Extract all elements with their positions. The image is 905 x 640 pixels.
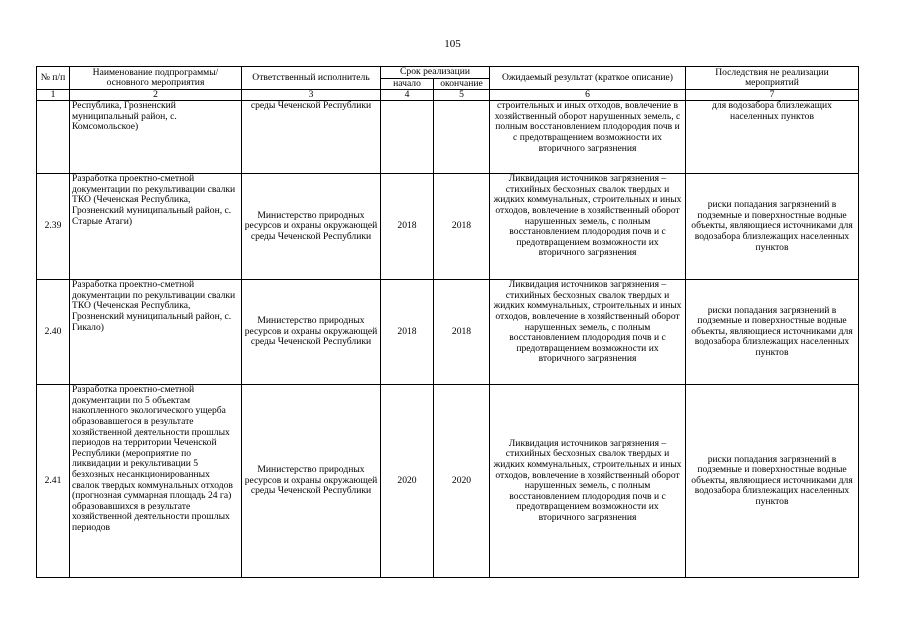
table-row: [37, 385, 859, 578]
header-name: Наименование подпрограммы/ основного мероприятия: [70, 67, 242, 90]
header-start: начало: [381, 78, 434, 90]
header-num: № п/п: [37, 67, 70, 90]
column-index: 1: [37, 90, 70, 101]
row-executor: среды Чеченской Республики: [242, 101, 381, 174]
row-consequences: для водозабора близлежащих населенных пунктов: [686, 101, 859, 174]
row-start: 2018: [381, 280, 434, 385]
row-number: 2.40: [37, 280, 70, 385]
column-index: 5: [434, 90, 490, 101]
column-index: 2: [70, 90, 242, 101]
column-index: 6: [490, 90, 686, 101]
row-end: [434, 101, 490, 174]
row-name: Разработка проектно-сметной документации по рекультивации свалки ТКО (Чеченская Республика, Грозненский муниципальный район, с. Гикало): [70, 280, 242, 385]
row-result: Ликвидация источников загрязнения – стихийных бесхозных свалок твердых и жидких коммунальных, строительных и иных отходов, вовлечение в хозяйственный оборот нарушенных земель, с полным восстановлением плодородия почв и с предотвращением возможности их вторичного загрязнения: [490, 385, 686, 578]
row-name: Разработка проектно-сметной документации по рекультивации свалки ТКО (Чеченская Республика, Грозненский муниципальный район, с. Старые Атаги): [70, 174, 242, 280]
row-number: 2.39: [37, 174, 70, 280]
header-executor: Ответственный исполнитель: [242, 67, 381, 90]
row-consequences: риски попадания загрязнений в подземные и поверхностные водные объекты, являющиеся источниками для водозабора близлежащих населенных пунктов: [686, 174, 859, 280]
row-executor: Министерство природных ресурсов и охраны окружающей среды Чеченской Республики: [242, 174, 381, 280]
row-start: 2020: [381, 385, 434, 578]
row-end: 2020: [434, 385, 490, 578]
row-result: Ликвидация источников загрязнения – стихийных бесхозных свалок твердых и жидких коммунальных, строительных и иных отходов, вовлечение в хозяйственный оборот нарушенных земель, с полным восстановлением плодородия почв и с предотвращением возможности их вторичного загрязнения: [490, 174, 686, 280]
table-row: [37, 174, 859, 280]
column-index: 3: [242, 90, 381, 101]
header-result: Ожидаемый результат (краткое описание): [490, 67, 686, 90]
table-row: [37, 101, 859, 174]
row-end: 2018: [434, 174, 490, 280]
row-start: 2018: [381, 174, 434, 280]
column-index: 4: [381, 90, 434, 101]
header-term: Срок реализации: [381, 67, 490, 79]
row-result: строительных и иных отходов, вовлечение в хозяйственный оборот нарушенных земель, с полным восстановлением плодородия почв и с предотвращением возможности их вторичного загрязнения: [490, 101, 686, 174]
row-executor: Министерство природных ресурсов и охраны окружающей среды Чеченской Республики: [242, 280, 381, 385]
header-consequences: Последствия не реализации мероприятий: [686, 67, 859, 90]
row-start: [381, 101, 434, 174]
row-name: Республика, Грозненский муниципальный район, с. Комсомольское): [70, 101, 242, 174]
row-number: 2.41: [37, 385, 70, 578]
table-row: [37, 280, 859, 385]
row-end: 2018: [434, 280, 490, 385]
row-result: Ликвидация источников загрязнения – стихийных бесхозных свалок твердых и жидких коммунальных, строительных и иных отходов, вовлечение в хозяйственный оборот нарушенных земель, с полным восстановлением плодородия почв и с предотвращением возможности их вторичного загрязнения: [490, 280, 686, 385]
row-number: [37, 101, 70, 174]
measures-table: [36, 66, 859, 578]
row-name: Разработка проектно-сметной документации по 5 объектам накопленного экологического ущерба образовавшегося в результате хозяйственной деятельности прошлых периодов на территории Чеченской Республики (мероприятие по ликвидации и рекультивации 5 безхозных несанкционированных свалок твердых коммунальных отходов (прогнозная суммарная площадь 24 га) образовавшихся в результате хозяйственной деятельности прошлых периодов: [70, 385, 242, 578]
header-end: окончание: [434, 78, 490, 90]
row-consequences: риски попадания загрязнений в подземные и поверхностные водные объекты, являющиеся источниками для водозабора близлежащих населенных пунктов: [686, 385, 859, 578]
page-number: 105: [444, 38, 461, 50]
row-consequences: риски попадания загрязнений в подземные и поверхностные водные объекты, являющиеся источниками для водозабора близлежащих населенных пунктов: [686, 280, 859, 385]
row-executor: Министерство природных ресурсов и охраны окружающей среды Чеченской Республики: [242, 385, 381, 578]
column-index: 7: [686, 90, 859, 101]
